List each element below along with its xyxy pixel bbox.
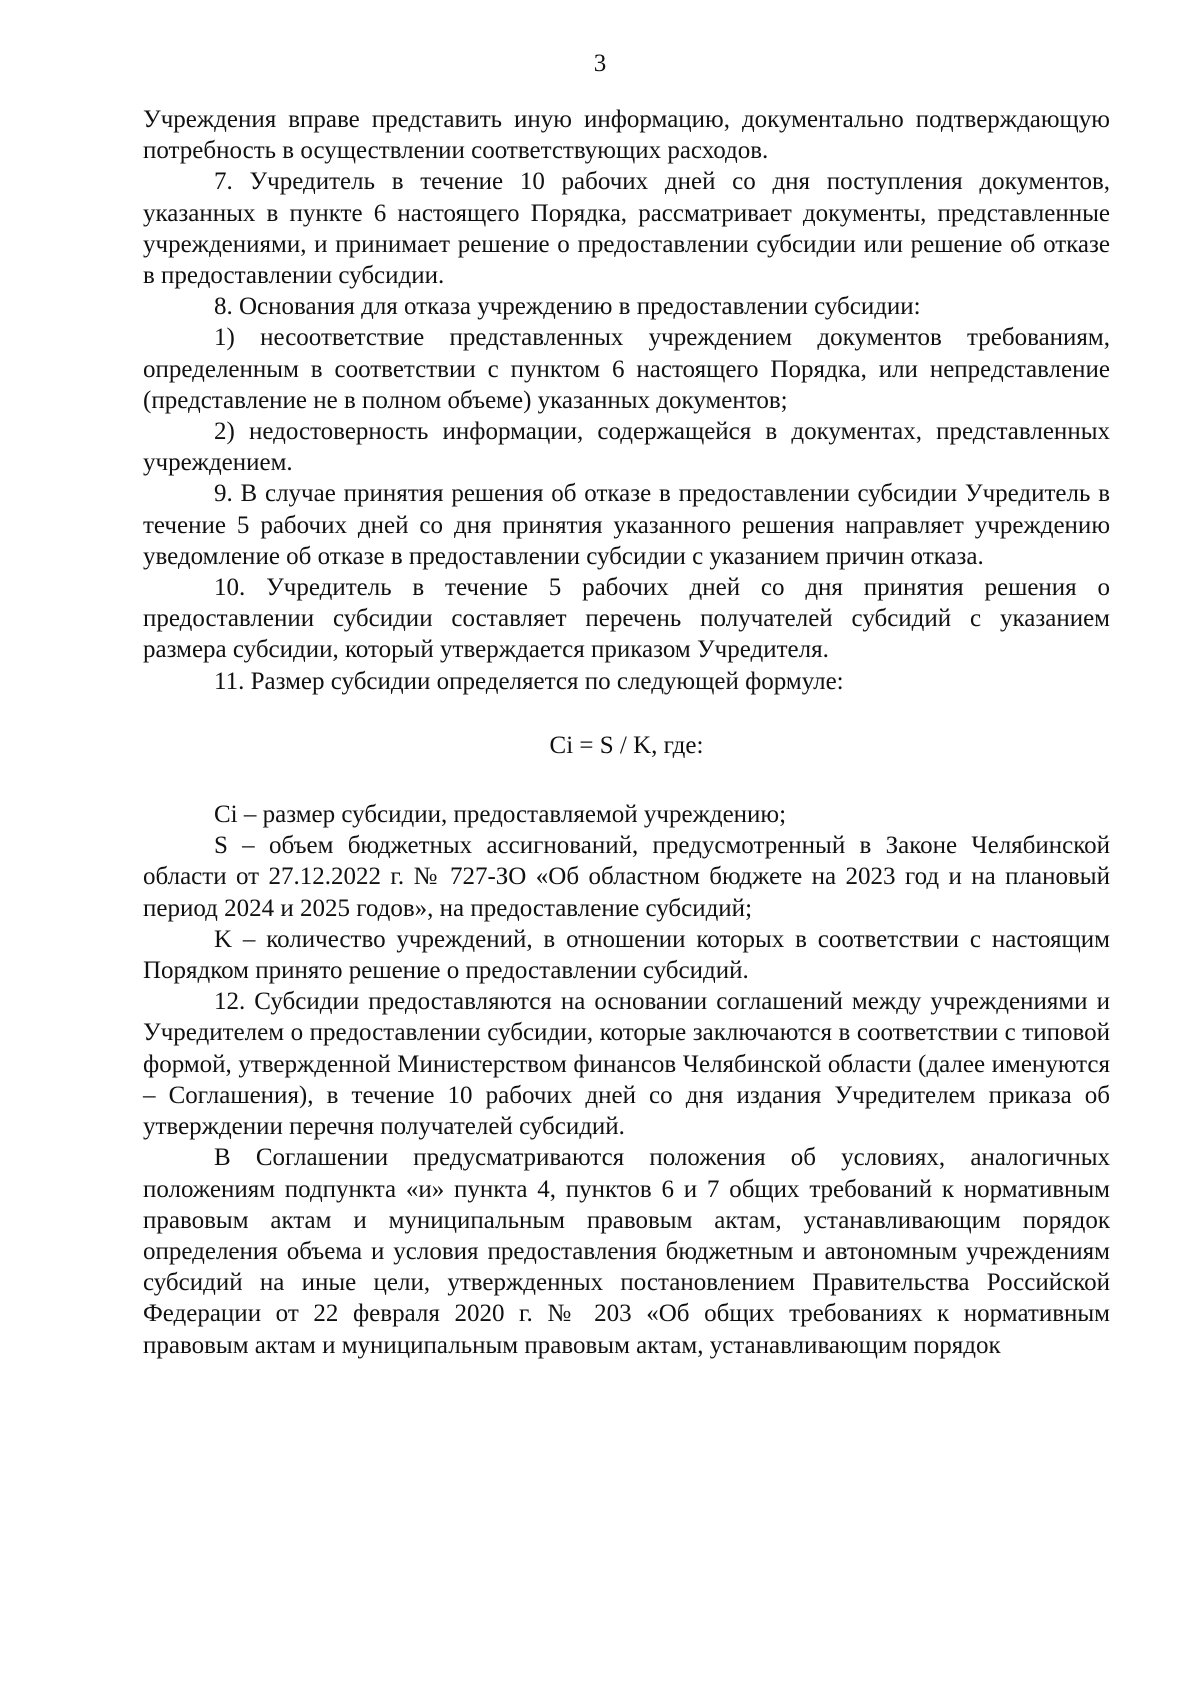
paragraph-item-12: 12. Субсидии предоставляются на основании соглашений между учреждениями и Учредителем о предоставлении субсидии, которые заключаются в соответствии с типовой формой, утвержденной Министерством финансов Челябинской области (далее именуются – Соглашения), в течение 10 рабочих дней со дня издания Учредителем приказа об утверждении перечня получателей субсидий. <box>143 988 1110 1141</box>
document-body <box>143 104 1110 1361</box>
paragraph-continuation: Учреждения вправе представить иную информацию, документально подтверждающую потребность в осуществлении соответствующих расходов. <box>143 106 1110 165</box>
paragraph-item-9: 9. В случае принятия решения об отказе в предоставлении субсидии Учредитель в течение 5 рабочих дней со дня принятия указанного решения направляет учреждению уведомление об отказе в предоставлении субсидии с указанием причин отказа. <box>143 480 1110 570</box>
subsidy-formula: Ci = S / K, где: <box>549 731 704 759</box>
formula-definition-k: K – количество учреждений, в отношении которых в соответствии с настоящим Порядком принято решение о предоставлении субсидий. <box>143 925 1110 985</box>
page-number: 3 <box>593 50 607 77</box>
formula-definition-ci: Ci – размер субсидии, предоставляемой учреждению; <box>214 801 787 829</box>
paragraph-item-8-sub-2: 2) недостоверность информации, содержащейся в документах, представленных учреждением. <box>143 418 1110 477</box>
paragraph-item-10: 10. Учредитель в течение 5 рабочих дней со дня принятия решения о предоставлении субсидии составляет перечень получателей субсидий с указанием размера субсидии, который утверждается приказом Учредителя. <box>143 574 1110 664</box>
paragraph-item-8: 8. Основания для отказа учреждению в предоставлении субсидии: <box>214 293 921 321</box>
paragraph-agreement-provisions: В Соглашении предусматриваются положения об условиях, аналогичных положениям подпункта «и» пункта 4, пунктов 6 и 7 общих требований к нормативным правовым актам и муниципальным правовым актам, устанавливающим порядок определения объема и условия предоставления бюджетным и автономным учреждениям субсидий на иные цели, утвержденных постановлением Правительства Российской Федерации от 22 февраля 2020 г. № 203 «Об общих требованиях к нормативным правовым актам и муниципальным правовым актам, устанавливающим порядок <box>143 1144 1110 1359</box>
paragraph-item-7: 7. Учредитель в течение 10 рабочих дней со дня поступления документов, указанных в пункте 6 настоящего Порядка, рассматривает документы, представленные учреждениями, и принимает решение о предоставлении субсидии или решение об отказе в предоставлении субсидии. <box>143 168 1110 290</box>
paragraph-item-11: 11. Размер субсидии определяется по следующей формуле: <box>214 667 844 695</box>
formula-definition-s: S – объем бюджетных ассигнований, предусмотренный в Законе Челябинской области от 27.12.2022 г. № 727-ЗО «Об областном бюджете на 2023 год и на плановый период 2024 и 2025 годов», на предоставление субсидий; <box>143 832 1110 922</box>
paragraph-item-8-sub-1: 1) несоответствие представленных учреждением документов требованиям, определенным в соответствии с пунктом 6 настоящего Порядка, или непредставление (представление не в полном объеме) указанных документов; <box>143 324 1110 414</box>
